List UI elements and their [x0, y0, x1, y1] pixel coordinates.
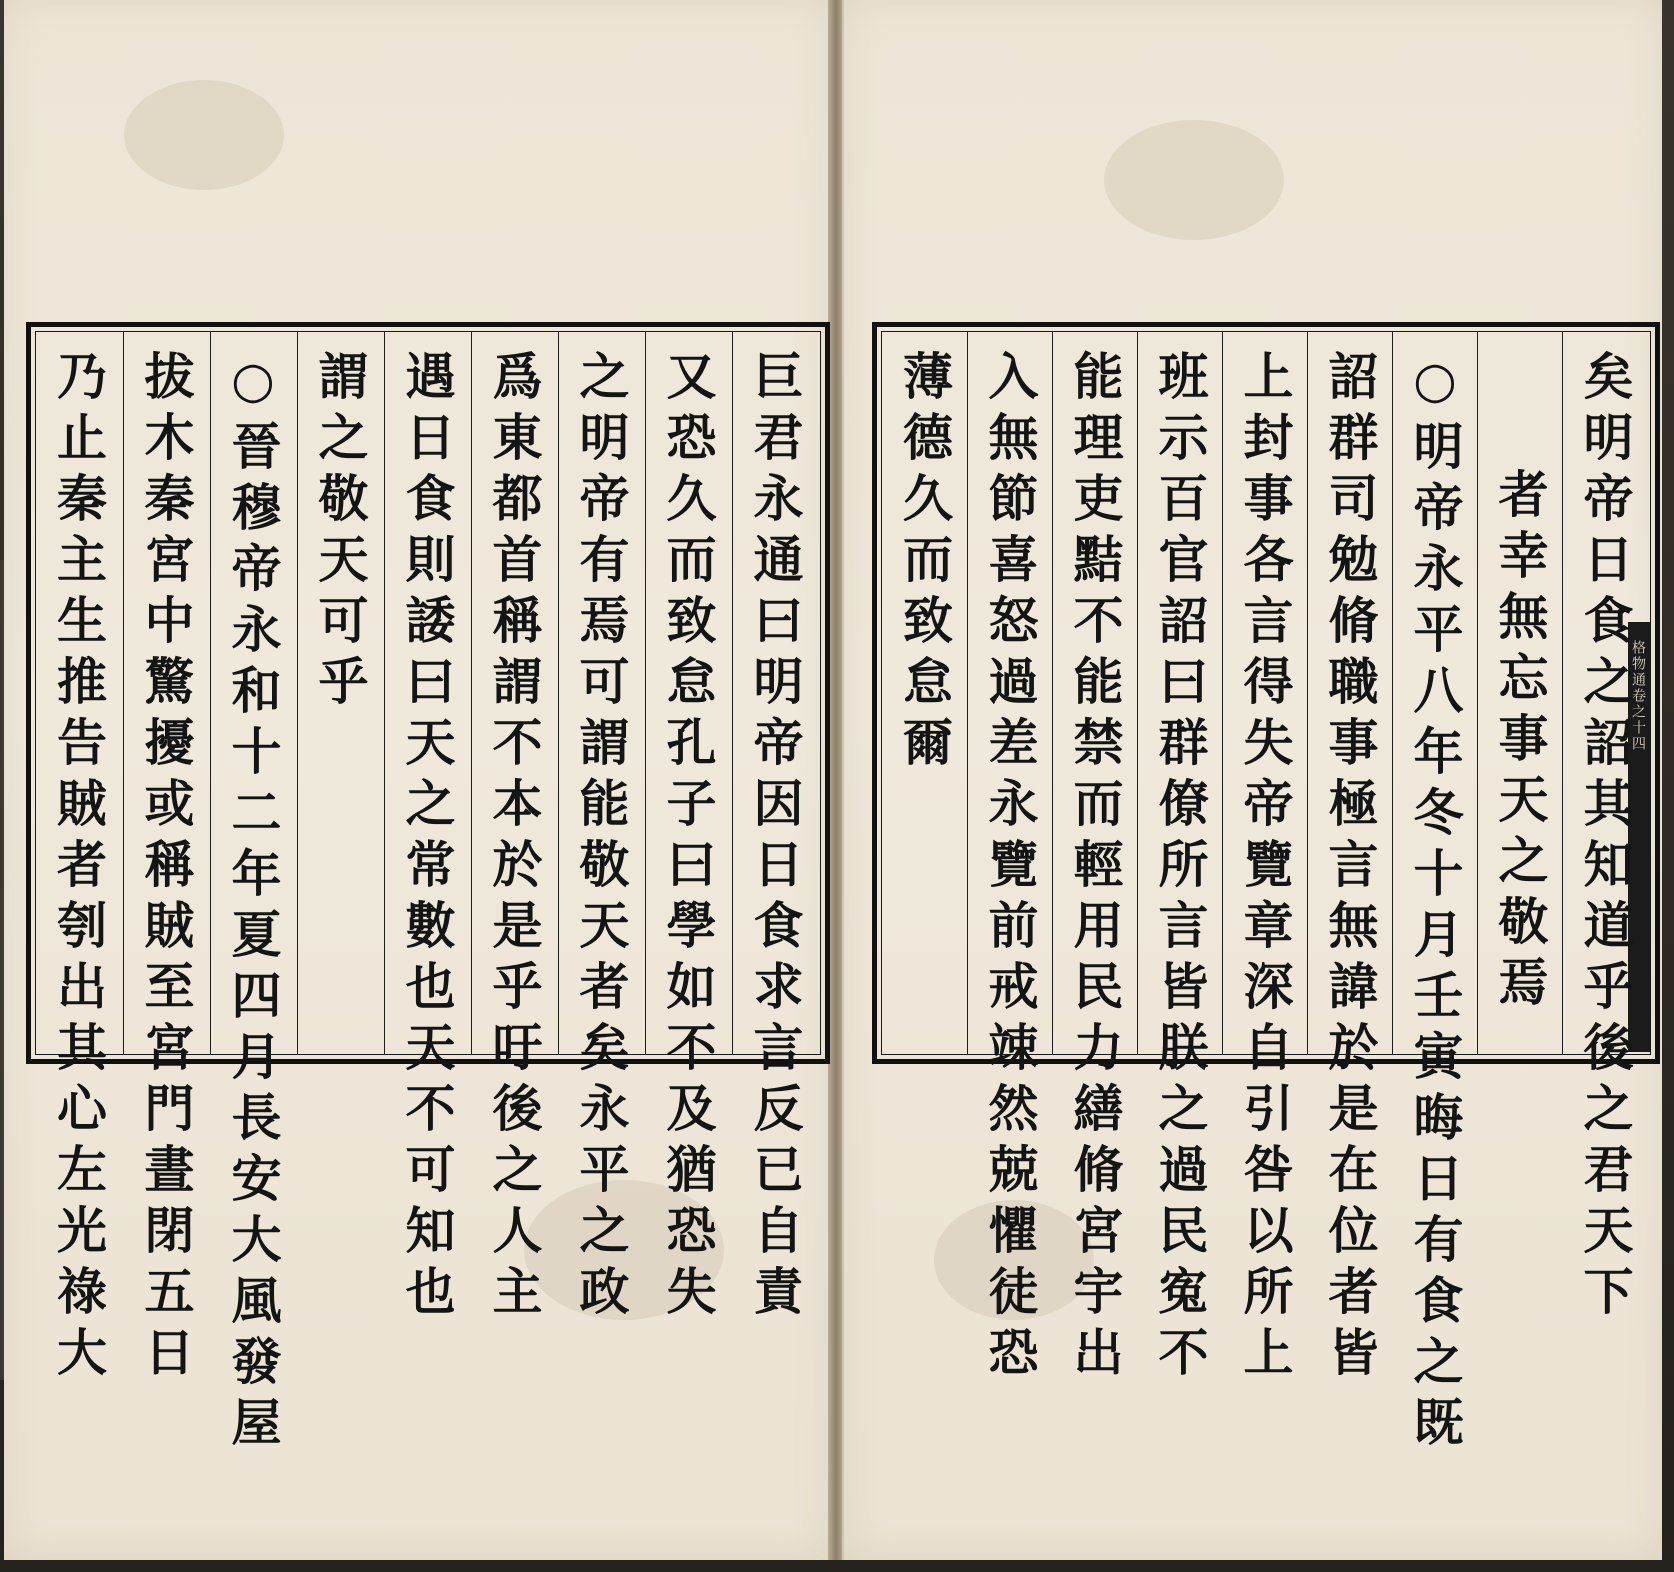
text-column [384, 332, 468, 1326]
paper-stain [1104, 120, 1284, 240]
text-column [1137, 332, 1221, 1387]
column-text: 謂之敬天可乎 [310, 350, 370, 716]
column-text: 能理吏黠不能禁而輕用民力繕脩宮宇出 [1065, 350, 1125, 1387]
text-column [1222, 332, 1306, 1387]
column-text: 之明帝有焉可謂能敬天者矣永平之政 [571, 350, 631, 1326]
column-text: 班示百官詔曰群僚所言皆朕之過民寃不 [1150, 350, 1210, 1387]
text-column [1392, 332, 1476, 1457]
text-column [210, 332, 294, 1457]
text-column [882, 332, 966, 1054]
text-column [732, 332, 816, 1326]
text-column [297, 332, 381, 1054]
column-text: 巨君永通曰明帝因日食求言反已自責 [745, 350, 805, 1326]
text-column [1052, 332, 1136, 1387]
column-text: 拔木秦宮中驚擾或稱賊至宮門晝閉五日 [136, 350, 196, 1387]
right-text-block [872, 322, 1660, 1457]
column-text: 遇日食則諉曰天之常數也天不可知也 [397, 350, 457, 1326]
text-column [36, 332, 120, 1387]
text-column [1477, 332, 1561, 1054]
column-text: 矣明帝日食之詔其知道乎後之君天下 [1575, 350, 1635, 1326]
text-column [558, 332, 642, 1326]
text-column [123, 332, 207, 1387]
column-text: ○晉穆帝永和十二年夏四月長安大風發屋 [223, 350, 283, 1457]
text-column [1307, 332, 1391, 1387]
text-column [967, 332, 1051, 1387]
column-text: 乃止秦主生推告賊者刳出其心左光祿大 [49, 350, 108, 1387]
column-text: 詔群司勉脩職事極言無諱於是在位者皆 [1320, 350, 1380, 1387]
column-text: 爲東都首稱謂不本於是乎吁後之人主 [484, 350, 544, 1326]
block-edge-label: 格物通卷之十四 [1630, 640, 1646, 752]
column-text: 薄德久而致怠爾 [895, 350, 954, 777]
text-column [645, 332, 729, 1326]
text-column [1562, 332, 1646, 1326]
right-text-block-inner [881, 331, 1651, 1457]
column-text: 入無節喜怒過差永覽前戒竦然兢懼徒恐 [980, 350, 1040, 1387]
column-text: 上封事各言得失帝覽章深自引咎以所上 [1235, 350, 1295, 1387]
column-text: 者幸無忘事天之敬焉 [1490, 468, 1550, 1017]
left-text-block [26, 322, 830, 1457]
left-text-block-inner [35, 331, 821, 1457]
column-text: ○明帝永平八年冬十月壬寅晦日有食之既 [1405, 350, 1465, 1457]
column-text: 又恐久而致怠孔子曰學如不及猶恐失 [658, 350, 718, 1326]
paper-stain [124, 80, 284, 190]
text-column [471, 332, 555, 1326]
